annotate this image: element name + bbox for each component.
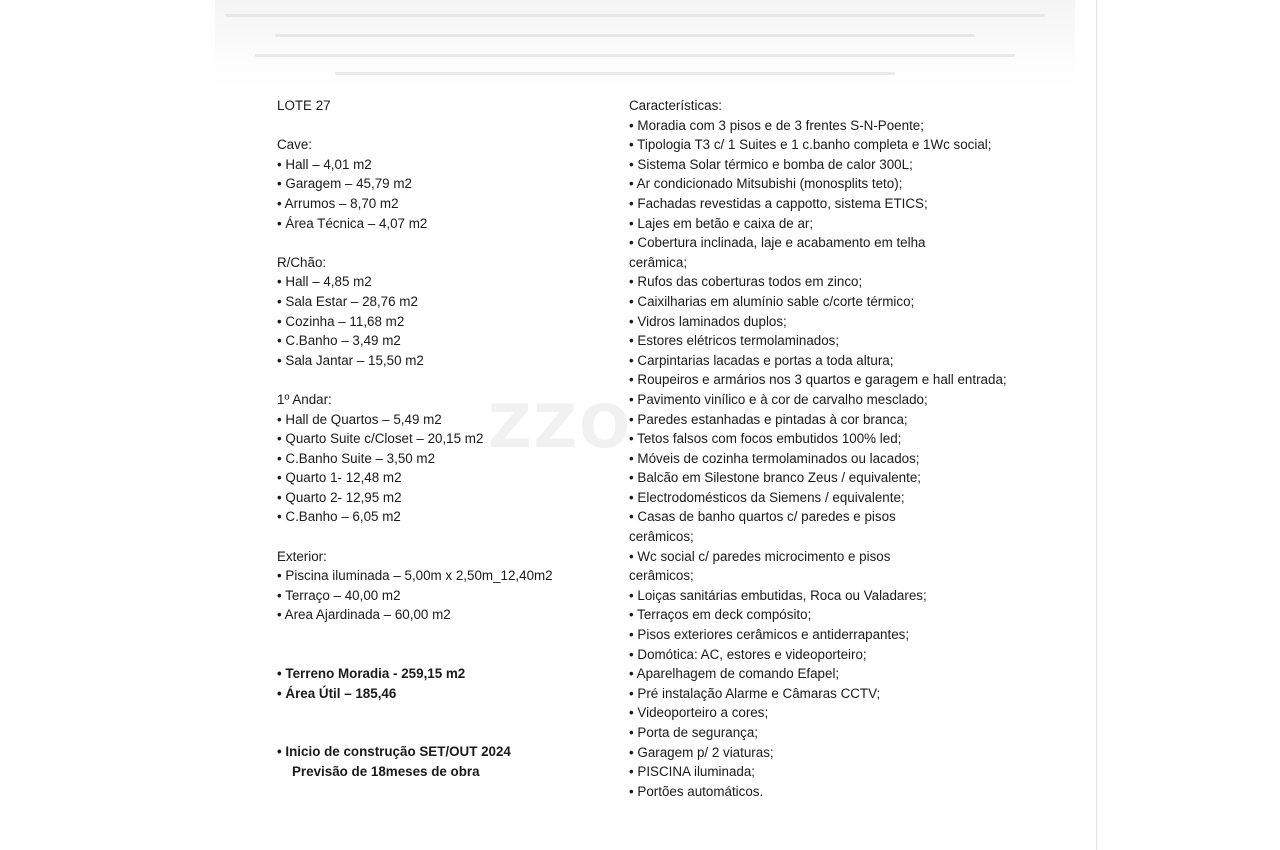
feature-line: • Pré instalação Alarme e Câmaras CCTV; [629, 685, 881, 701]
section-cave [277, 135, 607, 233]
feature-line: • Carpintarias lacadas e portas a toda altura; [629, 352, 894, 368]
feature-line: cerâmicos; [629, 568, 694, 584]
section-exterior [277, 547, 607, 625]
feature-line: • Moradia com 3 pisos e de 3 frentes S-N-Poente; [629, 117, 924, 133]
feature-line: • Caixilharias em alumínio sable c/corte térmico; [629, 293, 915, 309]
section-first-floor [277, 390, 607, 527]
feature-line: • Móveis de cozinha termolaminados ou lacados; [629, 450, 920, 466]
section-heading: Exterior: [277, 548, 327, 564]
section-heading: 1º Andar: [277, 391, 332, 407]
construction-info [277, 742, 607, 781]
feature-line: • Pavimento vinílico e à cor de carvalho mesclado; [629, 391, 928, 407]
list-item: • Hall de Quartos – 5,49 m2 [277, 411, 442, 427]
feature-line: • Estores elétricos termolaminados; [629, 333, 840, 349]
list-item: • Area Ajardinada – 60,00 m2 [277, 607, 451, 623]
construction-start: • Inicio de construção SET/OUT 2024 [277, 744, 511, 760]
list-item: • C.Banho – 6,05 m2 [277, 509, 401, 525]
blurred-header-area [215, 0, 1075, 90]
list-item: • Arrumos – 8,70 m2 [277, 195, 399, 211]
land-area: • Terreno Moradia - 259,15 m2 [277, 666, 466, 682]
features-heading: Características: [629, 98, 723, 113]
section-heading: R/Chão: [277, 254, 327, 270]
feature-line: cerâmica; [629, 254, 688, 270]
feature-line: • Pisos exteriores cerâmicos e antiderrapantes; [629, 627, 910, 643]
feature-line: • Paredes estanhadas e pintadas à cor branca; [629, 411, 908, 427]
feature-line: • Porta de segurança; [629, 725, 759, 740]
feature-line: • Cobertura inclinada, laje e acabamento em telha [629, 235, 926, 251]
construction-duration: Previsão de 18meses de obra [292, 763, 480, 779]
feature-line: • Electrodomésticos da Siemens / equivalente; [629, 489, 905, 505]
list-item: • Cozinha – 11,68 m2 [277, 313, 405, 329]
list-item: • Quarto Suite c/Closet – 20,15 m2 [277, 431, 484, 447]
feature-line: • Wc social c/ paredes microcimento e pisos [629, 548, 891, 564]
feature-line: • Aparelhagem de comando Efapel; [629, 666, 840, 682]
list-item: • Área Técnica – 4,07 m2 [277, 215, 428, 231]
usable-area: • Área Útil – 185,46 [277, 685, 397, 701]
list-item: • Garagem – 45,79 m2 [277, 176, 412, 192]
feature-line: cerâmicos; [629, 529, 694, 545]
feature-line: • Ar condicionado Mitsubishi (monosplits teto); [629, 176, 903, 192]
features-list [629, 116, 1069, 802]
list-item: • Quarto 2- 12,95 m2 [277, 489, 402, 505]
feature-line: • Terraços em deck compósito; [629, 607, 812, 623]
feature-line: • Loiças sanitárias embutidas, Roca ou Valadares; [629, 587, 927, 603]
feature-line: • Casas de banho quartos c/ paredes e pisos [629, 509, 896, 525]
section-rchao [277, 253, 607, 371]
feature-line: • Roupeiros e armários nos 3 quartos e garagem e hall entrada; [629, 372, 1007, 388]
feature-line: • Tipologia T3 c/ 1 Suites e 1 c.banho completa e 1Wc social; [629, 137, 992, 153]
list-item: • C.Banho – 3,49 m2 [277, 333, 401, 349]
page-edge-divider [1096, 0, 1097, 850]
watermark-logo: ZZO [488, 392, 633, 462]
list-item: • Sala Estar – 28,76 m2 [277, 293, 418, 309]
list-item: • Terraço – 40,00 m2 [277, 587, 401, 603]
feature-line: • Balcão em Silestone branco Zeus / equivalente; [629, 470, 922, 486]
list-item: • Sala Jantar – 15,50 m2 [277, 352, 424, 368]
feature-line: • Videoporteiro a cores; [629, 705, 769, 721]
list-item: • C.Banho Suite – 3,50 m2 [277, 450, 436, 466]
section-heading: Cave: [277, 137, 312, 153]
feature-line: • Fachadas revestidas a cappotto, sistema ETICS; [629, 195, 928, 211]
list-item: • Hall – 4,01 m2 [277, 156, 372, 172]
list-item: • Hall – 4,85 m2 [277, 274, 372, 290]
list-item: • Quarto 1- 12,48 m2 [277, 470, 402, 486]
left-column [277, 96, 607, 781]
feature-line: • Sistema Solar térmico e bomba de calor 300L; [629, 156, 913, 172]
feature-line: • PISCINA iluminada; [629, 764, 756, 780]
feature-line: • Lajes em betão e caixa de ar; [629, 215, 814, 231]
feature-line: • Tetos falsos com focos embutidos 100% led; [629, 431, 902, 447]
feature-line: • Rufos das coberturas todos em zinco; [629, 274, 863, 290]
list-item: • Piscina iluminada – 5,00m x 2,50m_12,40m2 [277, 568, 553, 584]
feature-line: • Garagem p/ 2 viaturas; [629, 744, 774, 760]
feature-line: • Portões automáticos. [629, 783, 764, 799]
lot-title: LOTE 27 [277, 98, 331, 113]
right-column [629, 96, 1069, 801]
totals [277, 664, 607, 703]
feature-line: • Vidros laminados duplos; [629, 313, 787, 329]
feature-line: • Domótica: AC, estores e videoporteiro; [629, 646, 867, 662]
